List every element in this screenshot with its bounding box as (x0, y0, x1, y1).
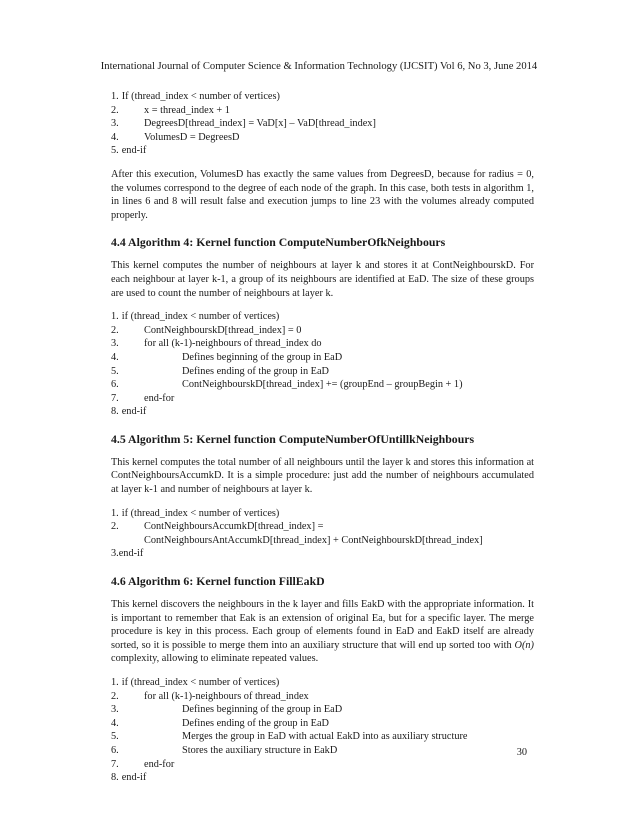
section-heading-4-4: 4.4 Algorithm 4: Kernel function ComputeNumberOfkNeighbours (111, 235, 446, 250)
code-line (111, 117, 534, 131)
code-line (111, 507, 534, 521)
page-number: 30 (516, 747, 527, 758)
line-number: 2. (111, 324, 119, 336)
code-line (111, 324, 534, 338)
code-line (111, 690, 534, 704)
line-text: end-for (144, 758, 175, 770)
line-text: DegreesD[thread_index] = VaD[x] – VaD[thread_index] (144, 118, 376, 130)
line-number: 5. (111, 145, 119, 157)
code-line (111, 144, 534, 158)
line-number: 2. (111, 521, 119, 533)
code-block-algorithm-3-tail (111, 90, 534, 158)
code-line (111, 405, 534, 419)
line-text: end-if (121, 145, 147, 157)
line-text: Stores the auxiliary structure in EakD (182, 744, 338, 756)
running-header: International Journal of Computer Science & Information Technology (IJCSIT) Vol 6, No 3, June 2014 (100, 61, 538, 72)
line-text: VolumesD = DegreesD (144, 131, 240, 143)
code-line (111, 771, 534, 785)
line-number: 5. (111, 731, 119, 743)
line-text: Merges the group in EaD with actual EakD into as auxiliary structure (182, 731, 468, 743)
line-text: end-if (121, 406, 147, 418)
line-text: x = thread_index + 1 (144, 104, 230, 116)
line-number: 7. (111, 758, 119, 770)
code-line (111, 547, 534, 561)
code-line (111, 730, 534, 744)
line-number: 1. (111, 507, 119, 519)
paragraph-volumes: After this execution, VolumesD has exactly the same values from DegreesD, because for radius = 0, the volumes correspond to the degree of each node of the graph. In this case, both tests in algorithm 1, in lines 6 and 8 will result false and execution jumps to line 23 with the volumes already computed properly. (111, 168, 534, 221)
paragraph-algorithm-5: This kernel computes the total number of all neighbours until the layer k and stores this information at ContNeighboursAccumkD. It is a simple procedure: just add the number of neighbours accumulated at layer k-1 and number of neighbours at layer k. (111, 456, 534, 496)
code-line (111, 676, 534, 690)
page-content (111, 90, 534, 785)
line-number: 1. (111, 91, 119, 102)
line-number: 8. (111, 406, 119, 418)
line-text: end-for (144, 392, 175, 404)
code-line (111, 392, 534, 406)
code-line (111, 365, 534, 379)
code-line (111, 717, 534, 731)
code-block-algorithm-5 (111, 507, 534, 561)
code-line (111, 90, 534, 104)
line-number: 4. (111, 131, 119, 143)
line-number: 3. (111, 704, 119, 716)
paragraph-text: complexity, allowing to eliminate repeated values. (111, 653, 319, 665)
line-number: 7. (111, 392, 119, 404)
line-text: If (thread_index < number of vertices) (121, 91, 280, 102)
line-number: 3. (111, 338, 119, 350)
line-text: Defines ending of the group in EaD (182, 717, 329, 729)
line-number: 3. (111, 118, 119, 130)
code-block-algorithm-4 (111, 310, 534, 419)
line-number: 4. (111, 717, 119, 729)
line-number: 1. (111, 677, 119, 688)
code-line (111, 337, 534, 351)
section-heading-4-6: 4.6 Algorithm 6: Kernel function FillEakD (111, 574, 325, 589)
line-number: 5. (111, 365, 119, 377)
code-line (111, 131, 534, 145)
line-text: ContNeighbourskD[thread_index] = 0 (144, 324, 302, 336)
line-number: 6. (111, 379, 119, 391)
line-text: end-if (121, 772, 147, 784)
section-heading-4-5: 4.5 Algorithm 5: Kernel function ComputeNumberOfUntillkNeighbours (111, 431, 475, 446)
code-line (111, 744, 534, 758)
line-number: 6. (111, 744, 119, 756)
line-text: ContNeighboursAccumkD[thread_index] = (144, 521, 324, 533)
code-line (111, 703, 534, 717)
line-text: if (thread_index < number of vertices) (121, 311, 280, 323)
line-text: for all (k-1)-neighbours of thread_index do (144, 338, 322, 350)
line-text: ContNeighbourskD[thread_index] += (groupEnd – groupBegin + 1) (182, 379, 463, 391)
line-text: Defines beginning of the group in EaD (182, 351, 343, 363)
paragraph-algorithm-4: This kernel computes the number of neighbours at layer k and stores it at ContNeighbourskD. For each neighbour at layer k-1, a group of its neighbours are identified at EaD. The size of these groups are used to count the number of neighbours at layer k. (111, 260, 534, 299)
code-line (111, 104, 534, 118)
line-number: 8. (111, 772, 119, 784)
paragraph-algorithm-6 (111, 598, 534, 666)
line-text: Defines beginning of the group in EaD (182, 704, 343, 716)
code-line (111, 310, 534, 324)
code-line (111, 520, 534, 534)
code-line (111, 758, 534, 772)
code-line (111, 378, 534, 392)
line-number: 1. (111, 311, 119, 323)
line-text: Defines ending of the group in EaD (182, 365, 329, 377)
line-text: if (thread_index < number of vertices) (121, 507, 280, 519)
code-line-continuation: ContNeighboursAntAccumkD[thread_index] + ContNeighbourskD[thread_index] (144, 534, 483, 546)
line-text: if (thread_index < number of vertices) (121, 677, 280, 688)
line-text: 3.end-if (111, 548, 144, 560)
line-number: 2. (111, 104, 119, 116)
line-text: for all (k-1)-neighbours of thread_index (144, 690, 309, 702)
code-block-algorithm-6 (111, 676, 534, 785)
code-line (111, 351, 534, 365)
complexity-notation: O(n) (514, 639, 534, 651)
line-number: 4. (111, 351, 119, 363)
paragraph-text: This kernel discovers the neighbours in the k layer and fills EakD with the appropriate information. It is important to remember that Eak is an extension of original Ea, but for a specific layer. The merge procedure is key in this process. Each group of elements found in EaD and EakD itself are already sorted, so it is possible to merge them into an auxiliary structure that will end up sorted too with (111, 599, 534, 651)
line-number: 2. (111, 690, 119, 702)
